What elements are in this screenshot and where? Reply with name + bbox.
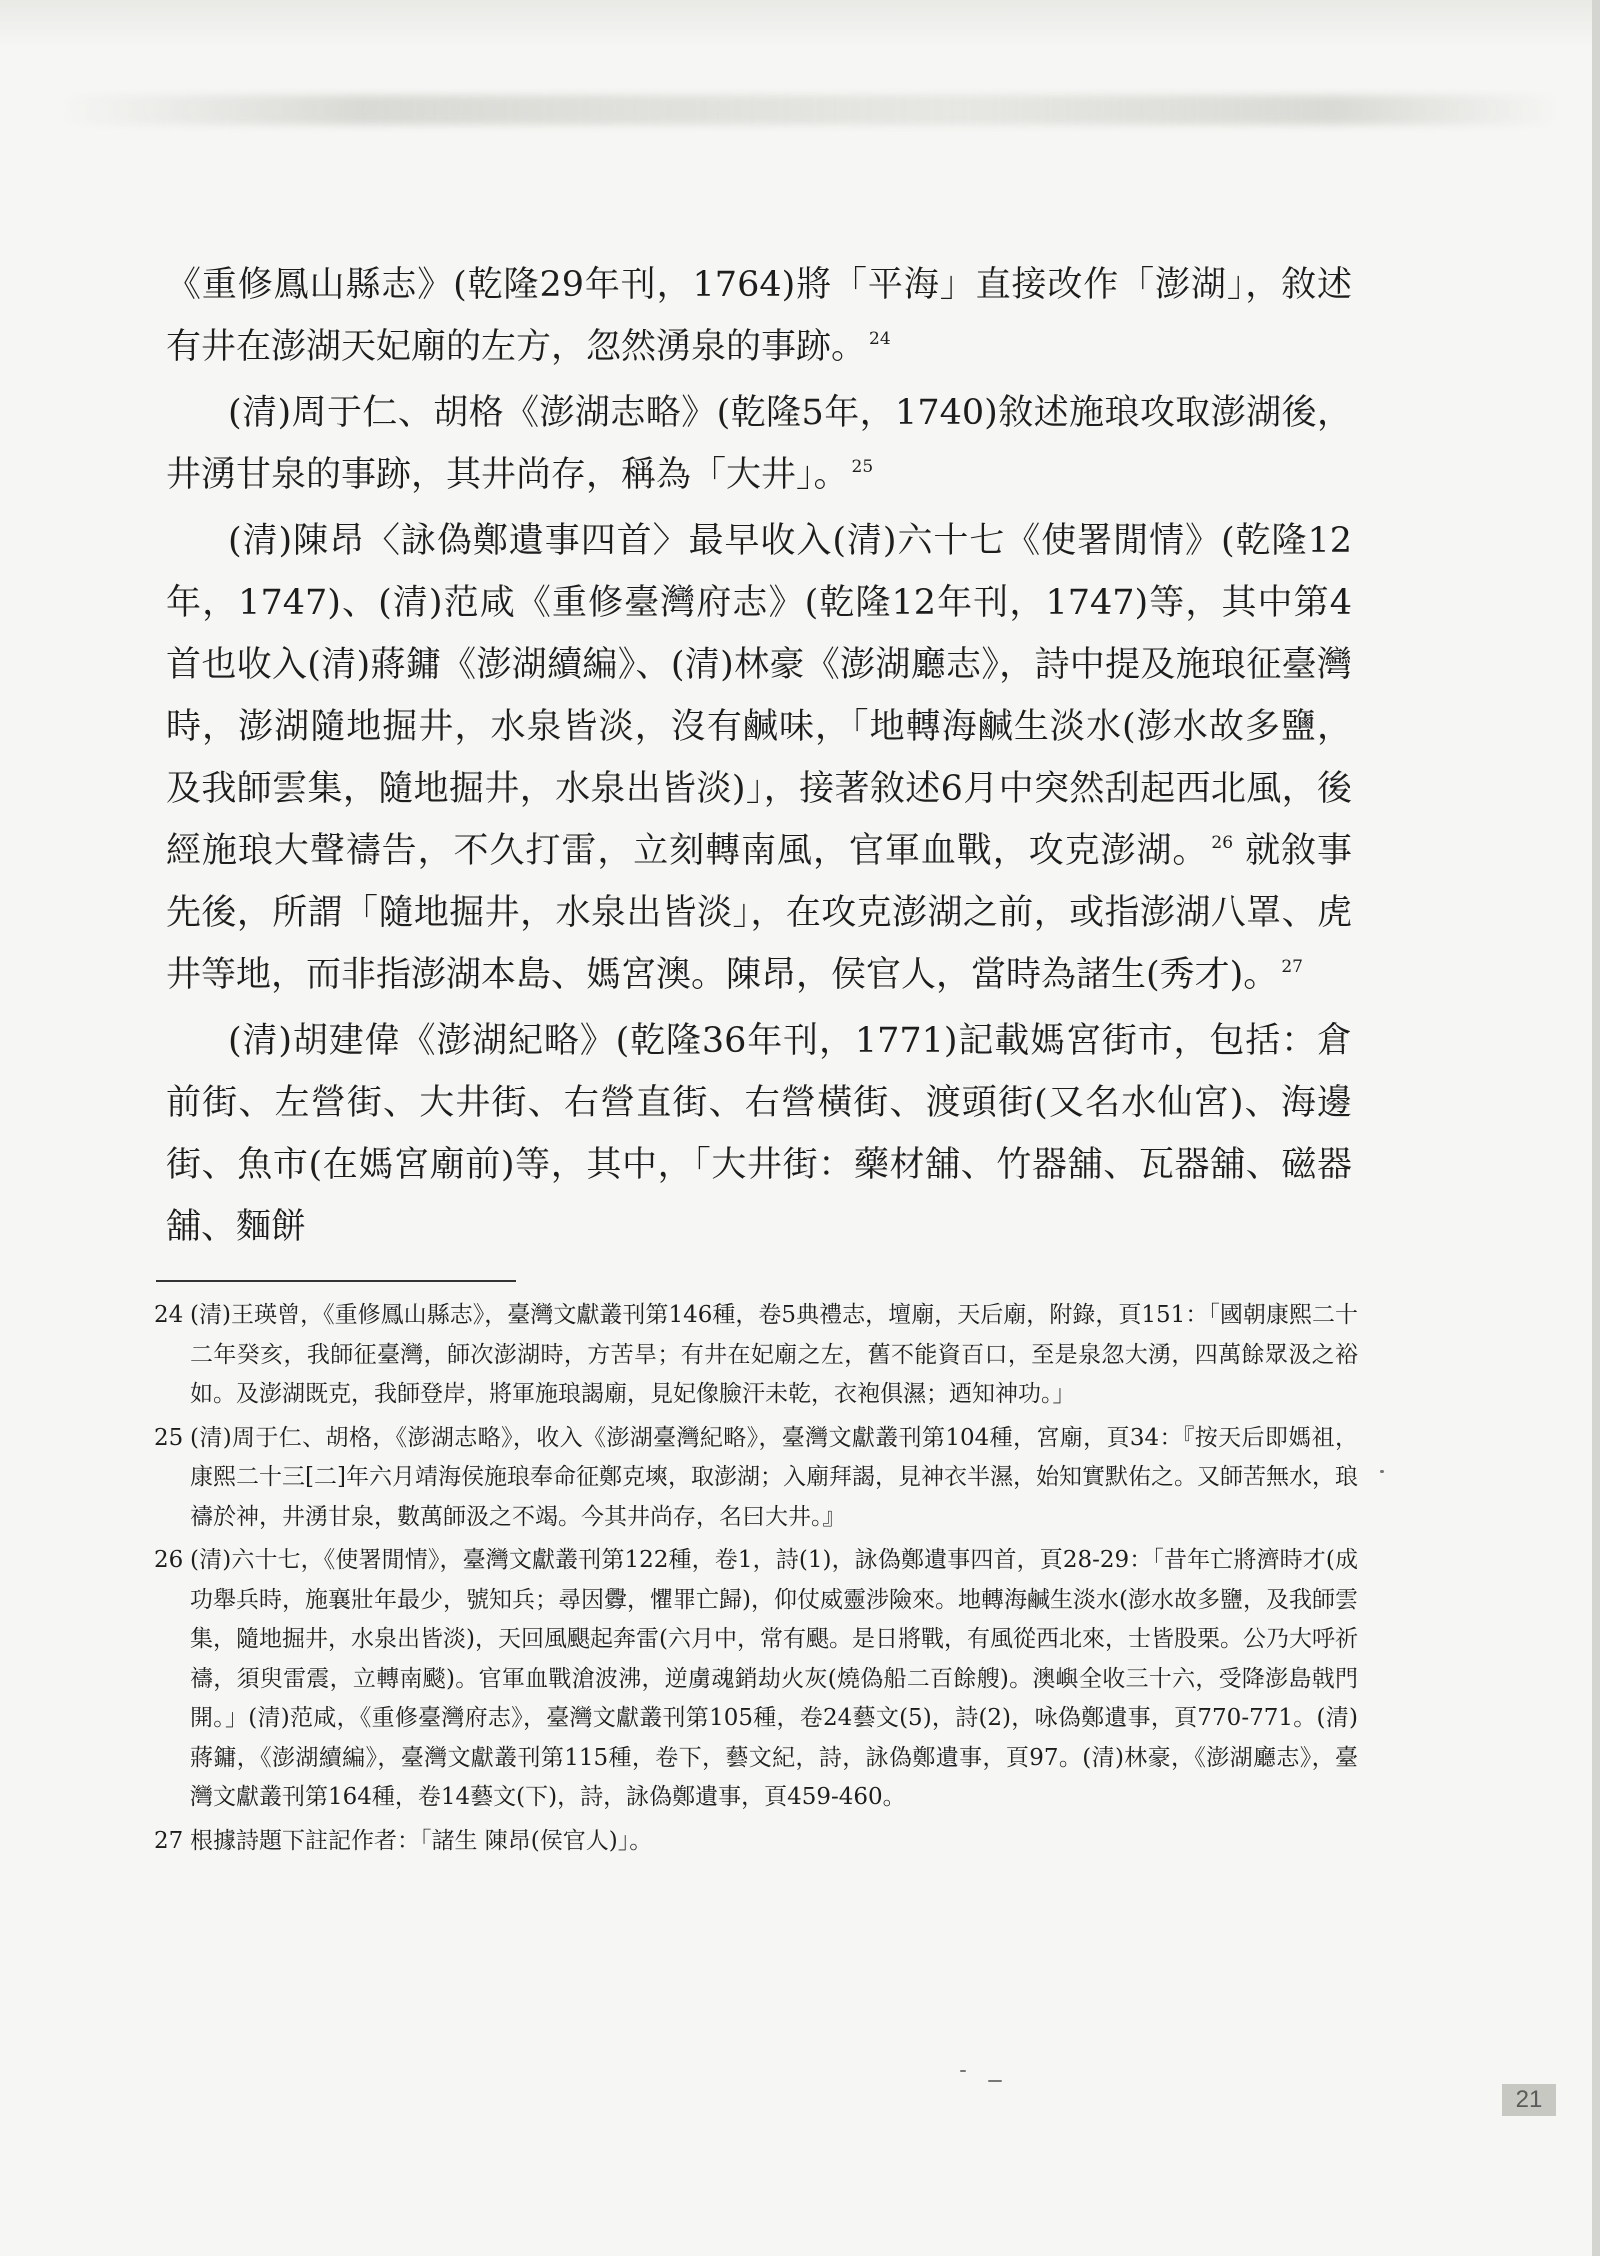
footnote-number: 26 (154, 1547, 184, 1573)
footnotes (154, 1296, 1358, 1865)
footnote-number: 24 (154, 1302, 184, 1328)
footnote-text: (清)周于仁、胡格，《澎湖志略》，收入《澎湖臺灣紀略》，臺灣文獻叢刊第104種，宮廟，頁34：『按天后即媽祖，康熙二十三[二]年六月靖海侯施琅奉命征鄭克塽，取澎湖；入廟拜謁，見神衣半濕，始知實默佑之。又師苦無水，琅禱於神，井湧甘泉，數萬師汲之不竭。今其井尚存，名曰大井。』 (190, 1424, 1358, 1530)
scan-artifact-band (60, 95, 1560, 125)
paragraph-4 (166, 1010, 1352, 1258)
footnote-number: 27 (154, 1827, 184, 1854)
footnote-text: (清)王瑛曾，《重修鳳山縣志》，臺灣文獻叢刊第146種，卷5典禮志，壇廟，天后廟，附錄，頁151：「國朝康熙二十二年癸亥，我師征臺灣，師次澎湖時，方苦旱；有井在妃廟之左，舊不能資百口，至是泉忽大湧，四萬餘眾汲之裕如。及澎湖既克，我師登岸，將軍施琅謁廟，見妃像臉汗未乾，衣袍俱濕；迺知神功。」 (190, 1302, 1358, 1407)
footnote-ref-26[interactable]: 26 (1211, 833, 1234, 853)
footnote-text: 根據詩題下註記作者：「諸生 陳昂(侯官人)」。 (190, 1827, 653, 1854)
footnote-27 (154, 1822, 1358, 1862)
paragraph-3-text-continued: 就敘事先後，所謂「隨地掘井，水泉出皆淡」，在攻克澎湖之前，或指澎湖八罩、虎井等地，而非指澎湖本島、媽宮澳。陳昂，侯官人，當時為諸生(秀才)。 (166, 831, 1352, 995)
scan-speck (960, 2070, 966, 2072)
scan-top-shadow (0, 0, 1600, 48)
footnote-24 (154, 1296, 1358, 1415)
scan-speck (988, 2080, 1002, 2082)
scan-right-edge (1592, 0, 1600, 2256)
footnote-ref-27[interactable]: 27 (1281, 957, 1303, 977)
footnote-divider (156, 1280, 516, 1282)
footnote-number: 25 (154, 1424, 184, 1451)
page-number: 21 (1502, 2084, 1556, 2116)
footnote-ref-25[interactable]: 25 (851, 457, 874, 477)
paragraph-2-text: (清)周于仁、胡格《澎湖志略》(乾隆5年，1740)敘述施琅攻取澎湖後，井湧甘泉的事跡，其井尚存，稱為「大井」。 (166, 393, 1352, 495)
footnote-text: (清)六十七，《使署閒情》，臺灣文獻叢刊第122種，卷1，詩(1)，詠偽鄭遺事四首，頁28-29：「昔年亡將濟時才(成功舉兵時，施襄壯年最少，號知兵；尋因釁，懼罪亡歸)，仰仗威靈涉險來。地轉海鹹生淡水(澎水故多鹽，及我師雲集，隨地掘井，水泉出皆淡)，天回風颶起奔雷(六月中，常有颶。是日將戰，有風從西北來，士皆股栗。公乃大呼祈禱，須臾雷震，立轉南颷)。官軍血戰滄波沸，逆虜魂銷劫火灰(燒偽船二百餘艘)。澳嶼全收三十六，受降澎島戟門開。」(清)范咸，《重修臺灣府志》，臺灣文獻叢刊第105種，卷24藝文(5)，詩(2)，咏偽鄭遺事，頁770-771。(清)蔣鏞，《澎湖續編》，臺灣文獻叢刊第115種，卷下，藝文紀，詩，詠偽鄭遺事，頁97。(清)林豪，《澎湖廳志》，臺灣文獻叢刊第164種，卷14藝文(下)，詩，詠偽鄭遺事，頁459-460。 (190, 1547, 1358, 1810)
footnote-ref-24[interactable]: 24 (869, 329, 891, 349)
paragraph-1 (166, 254, 1352, 378)
main-text (166, 254, 1352, 1262)
paragraph-2 (166, 382, 1352, 506)
footnote-26 (154, 1541, 1358, 1818)
footnote-25 (154, 1419, 1358, 1538)
paragraph-4-text: (清)胡建偉《澎湖紀略》(乾隆36年刊，1771)記載媽宮街市，包括：倉前街、左營街、大井街、右營直街、右營橫街、渡頭街(又名水仙宮)、海邊街、魚市(在媽宮廟前)等，其中，「大井街：藥材舖、竹器舖、瓦器舖、磁器舖、麵餅 (166, 1021, 1352, 1247)
paragraph-3 (166, 510, 1352, 1006)
paragraph-1-text: 《重修鳳山縣志》(乾隆29年刊，1764)將「平海」直接改作「澎湖」，敘述有井在澎湖天妃廟的左方，忽然湧泉的事跡。 (166, 265, 1352, 367)
scan-speck (1380, 1470, 1384, 1473)
paragraph-3-text: (清)陳昂〈詠偽鄭遺事四首〉最早收入(清)六十七《使署閒情》(乾隆12年，1747)、(清)范咸《重修臺灣府志》(乾隆12年刊，1747)等，其中第4首也收入(清)蔣鏞《澎湖續編》、(清)林豪《澎湖廳志》，詩中提及施琅征臺灣時，澎湖隨地掘井，水泉皆淡，沒有鹹味，「地轉海鹹生淡水(澎水故多鹽，及我師雲集，隨地掘井，水泉出皆淡)」，接著敘述6月中突然刮起西北風，後經施琅大聲禱告，不久打雷，立刻轉南風，官軍血戰，攻克澎湖。 (166, 521, 1352, 871)
